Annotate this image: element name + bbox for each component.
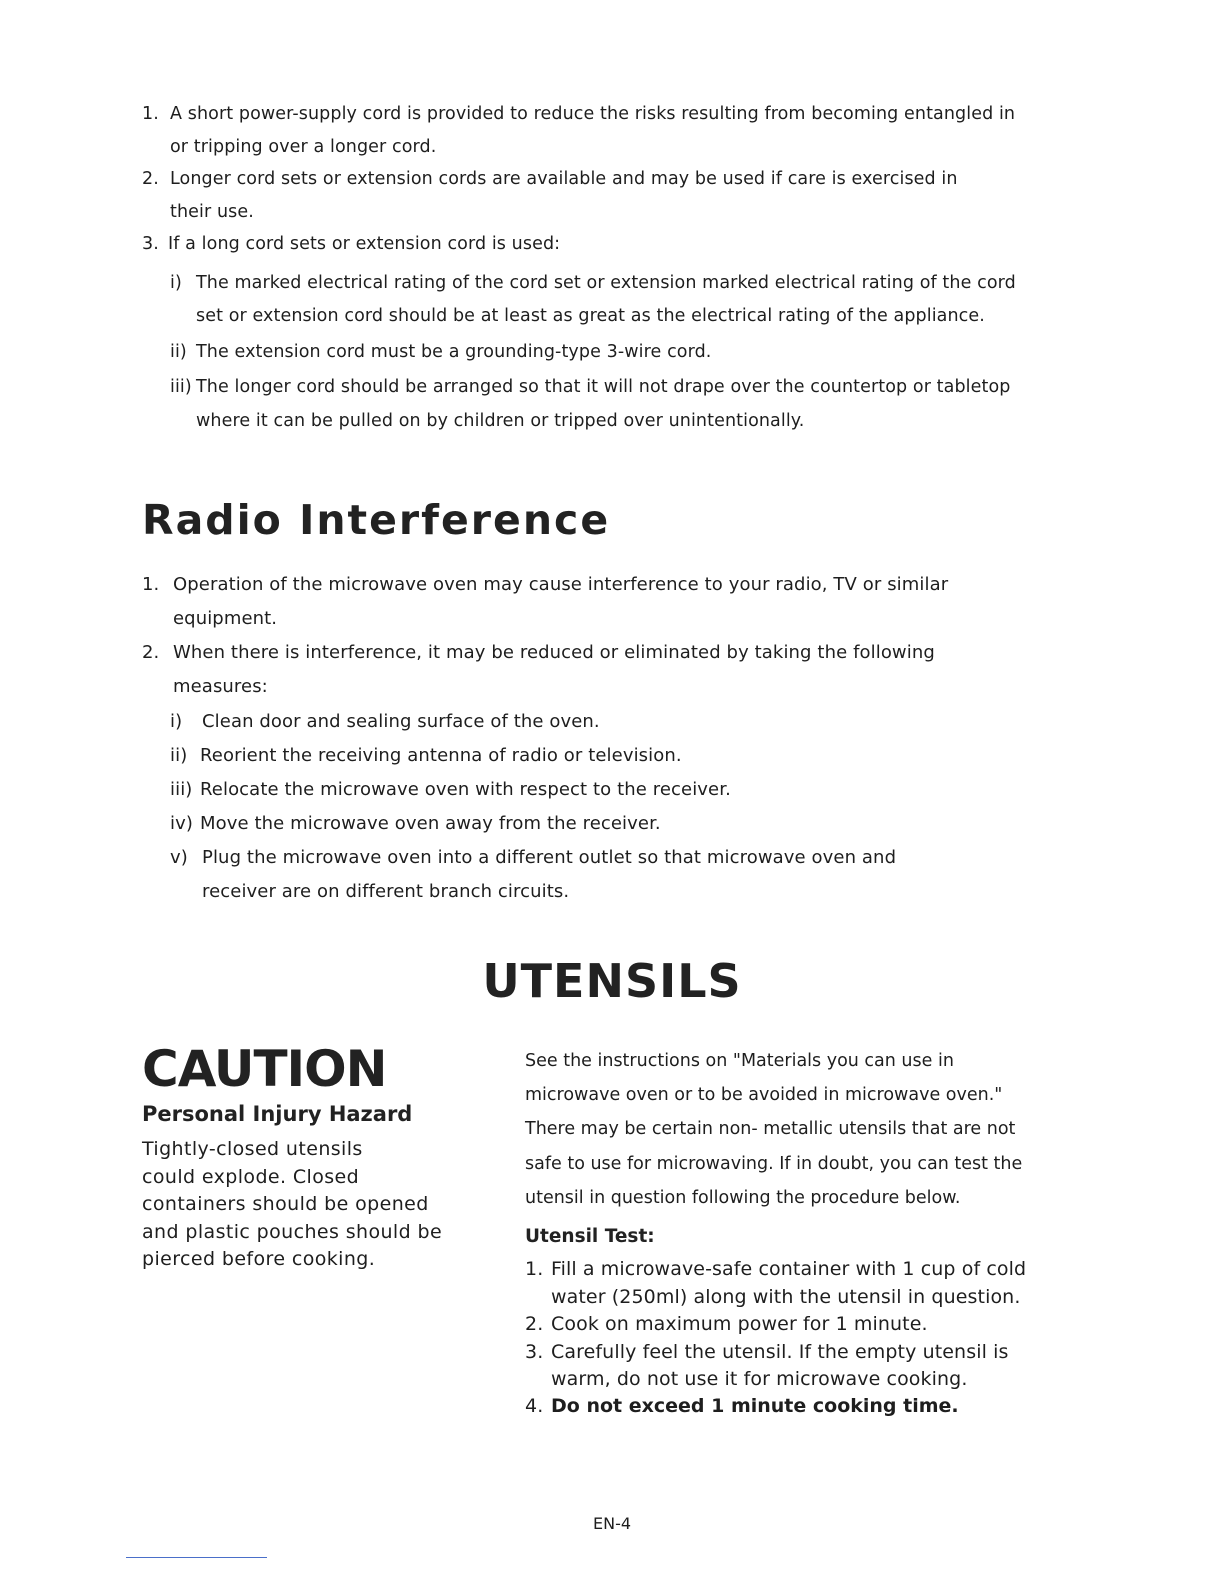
intro-line: There may be certain non- metallic utensils that are not bbox=[525, 1119, 1016, 1140]
step-text: warm, do not use it for microwave cooking. bbox=[551, 1368, 968, 1390]
utensils-intro bbox=[525, 1044, 1022, 1215]
list-item-text: When there is interference, it may be reduced or eliminated by taking the following bbox=[173, 642, 935, 663]
sublist-item-number: iii) bbox=[170, 377, 192, 397]
sublist-item-number: i) bbox=[170, 711, 183, 732]
step-text: Cook on maximum power for 1 minute. bbox=[551, 1313, 928, 1335]
page-number: EN-4 bbox=[592, 1514, 632, 1533]
list-item-number: 3. bbox=[142, 234, 159, 254]
list-item-text: If a long cord sets or extension cord is used: bbox=[168, 234, 561, 254]
list-item-text: measures: bbox=[173, 676, 268, 697]
list-item-text: their use. bbox=[170, 202, 254, 222]
list-item-text: A short power-supply cord is provided to reduce the risks resulting from becoming entangled in bbox=[170, 104, 1016, 124]
list-item-number: 2. bbox=[142, 169, 159, 189]
caution-heading: CAUTION bbox=[142, 1040, 387, 1098]
footer-rule bbox=[126, 1557, 267, 1558]
step-text: water (250ml) along with the utensil in question. bbox=[551, 1286, 1021, 1308]
list-item-text: equipment. bbox=[173, 608, 278, 629]
utensils-heading: UTENSILS bbox=[482, 954, 742, 1008]
step-text-bold: Do not exceed 1 minute cooking time. bbox=[551, 1395, 959, 1417]
intro-line: microwave oven or to be avoided in microwave oven." bbox=[525, 1085, 1003, 1106]
sublist-item-text: Relocate the microwave oven with respect to the receiver. bbox=[200, 779, 731, 800]
list-item-number: 2. bbox=[142, 642, 160, 663]
step-number: 1. bbox=[525, 1258, 544, 1280]
step-number: 3. bbox=[525, 1341, 544, 1363]
caution-line: containers should be opened bbox=[142, 1193, 429, 1215]
sublist-item-text: Move the microwave oven away from the receiver. bbox=[200, 813, 661, 834]
sublist-item-text: set or extension cord should be at least as great as the electrical rating of the appliance. bbox=[196, 306, 985, 326]
list-item-text: or tripping over a longer cord. bbox=[170, 137, 437, 157]
radio-interference-heading: Radio Interference bbox=[142, 496, 611, 544]
caution-line: pierced before cooking. bbox=[142, 1248, 376, 1270]
caution-line: Tightly-closed utensils bbox=[142, 1138, 363, 1160]
caution-line: and plastic pouches should be bbox=[142, 1220, 443, 1243]
list-item-number: 1. bbox=[142, 104, 159, 124]
list-item-text: Operation of the microwave oven may cause interference to your radio, TV or similar bbox=[173, 574, 949, 595]
sublist-item-number: i) bbox=[170, 273, 182, 293]
sublist-item-number: iv) bbox=[170, 813, 193, 834]
sublist-item-number: iii) bbox=[170, 779, 193, 800]
step-text: Fill a microwave-safe container with 1 cup of cold bbox=[551, 1258, 1027, 1280]
sublist-item-number: ii) bbox=[170, 745, 188, 766]
sublist-item-text: The extension cord must be a grounding-type 3-wire cord. bbox=[196, 342, 712, 362]
sublist-item-text: The longer cord should be arranged so that it will not drape over the countertop or tabletop bbox=[196, 377, 1011, 397]
caution-text bbox=[142, 1136, 462, 1274]
intro-line: safe to use for microwaving. If in doubt, you can test the bbox=[525, 1153, 1023, 1174]
sublist-item-text: where it can be pulled on by children or tripped over unintentionally. bbox=[196, 411, 805, 431]
step-number: 2. bbox=[525, 1313, 544, 1335]
step-text: Carefully feel the utensil. If the empty utensil is bbox=[551, 1341, 1009, 1363]
sublist-item-text: Clean door and sealing surface of the oven. bbox=[202, 711, 600, 732]
intro-line: utensil in question following the procedure below. bbox=[525, 1187, 961, 1208]
sublist-item-text: receiver are on different branch circuits. bbox=[202, 881, 570, 902]
intro-line: See the instructions on "Materials you can use in bbox=[525, 1051, 954, 1071]
utensil-test-heading: Utensil Test: bbox=[525, 1226, 655, 1247]
sublist-item-text: Reorient the receiving antenna of radio or television. bbox=[200, 745, 682, 766]
sublist-item-text: Plug the microwave oven into a different outlet so that microwave oven and bbox=[202, 847, 897, 868]
list-item-text: Longer cord sets or extension cords are available and may be used if care is exercised in bbox=[170, 169, 958, 189]
step-number: 4. bbox=[525, 1395, 544, 1417]
sublist-item-number: ii) bbox=[170, 342, 187, 362]
caution-line: could explode. Closed bbox=[142, 1165, 360, 1188]
hazard-subtitle: Personal Injury Hazard bbox=[142, 1102, 413, 1126]
sublist-item-number: v) bbox=[170, 847, 188, 868]
sublist-item-text: The marked electrical rating of the cord set or extension marked electrical rating of the cord bbox=[196, 273, 1016, 293]
list-item-number: 1. bbox=[142, 574, 160, 595]
